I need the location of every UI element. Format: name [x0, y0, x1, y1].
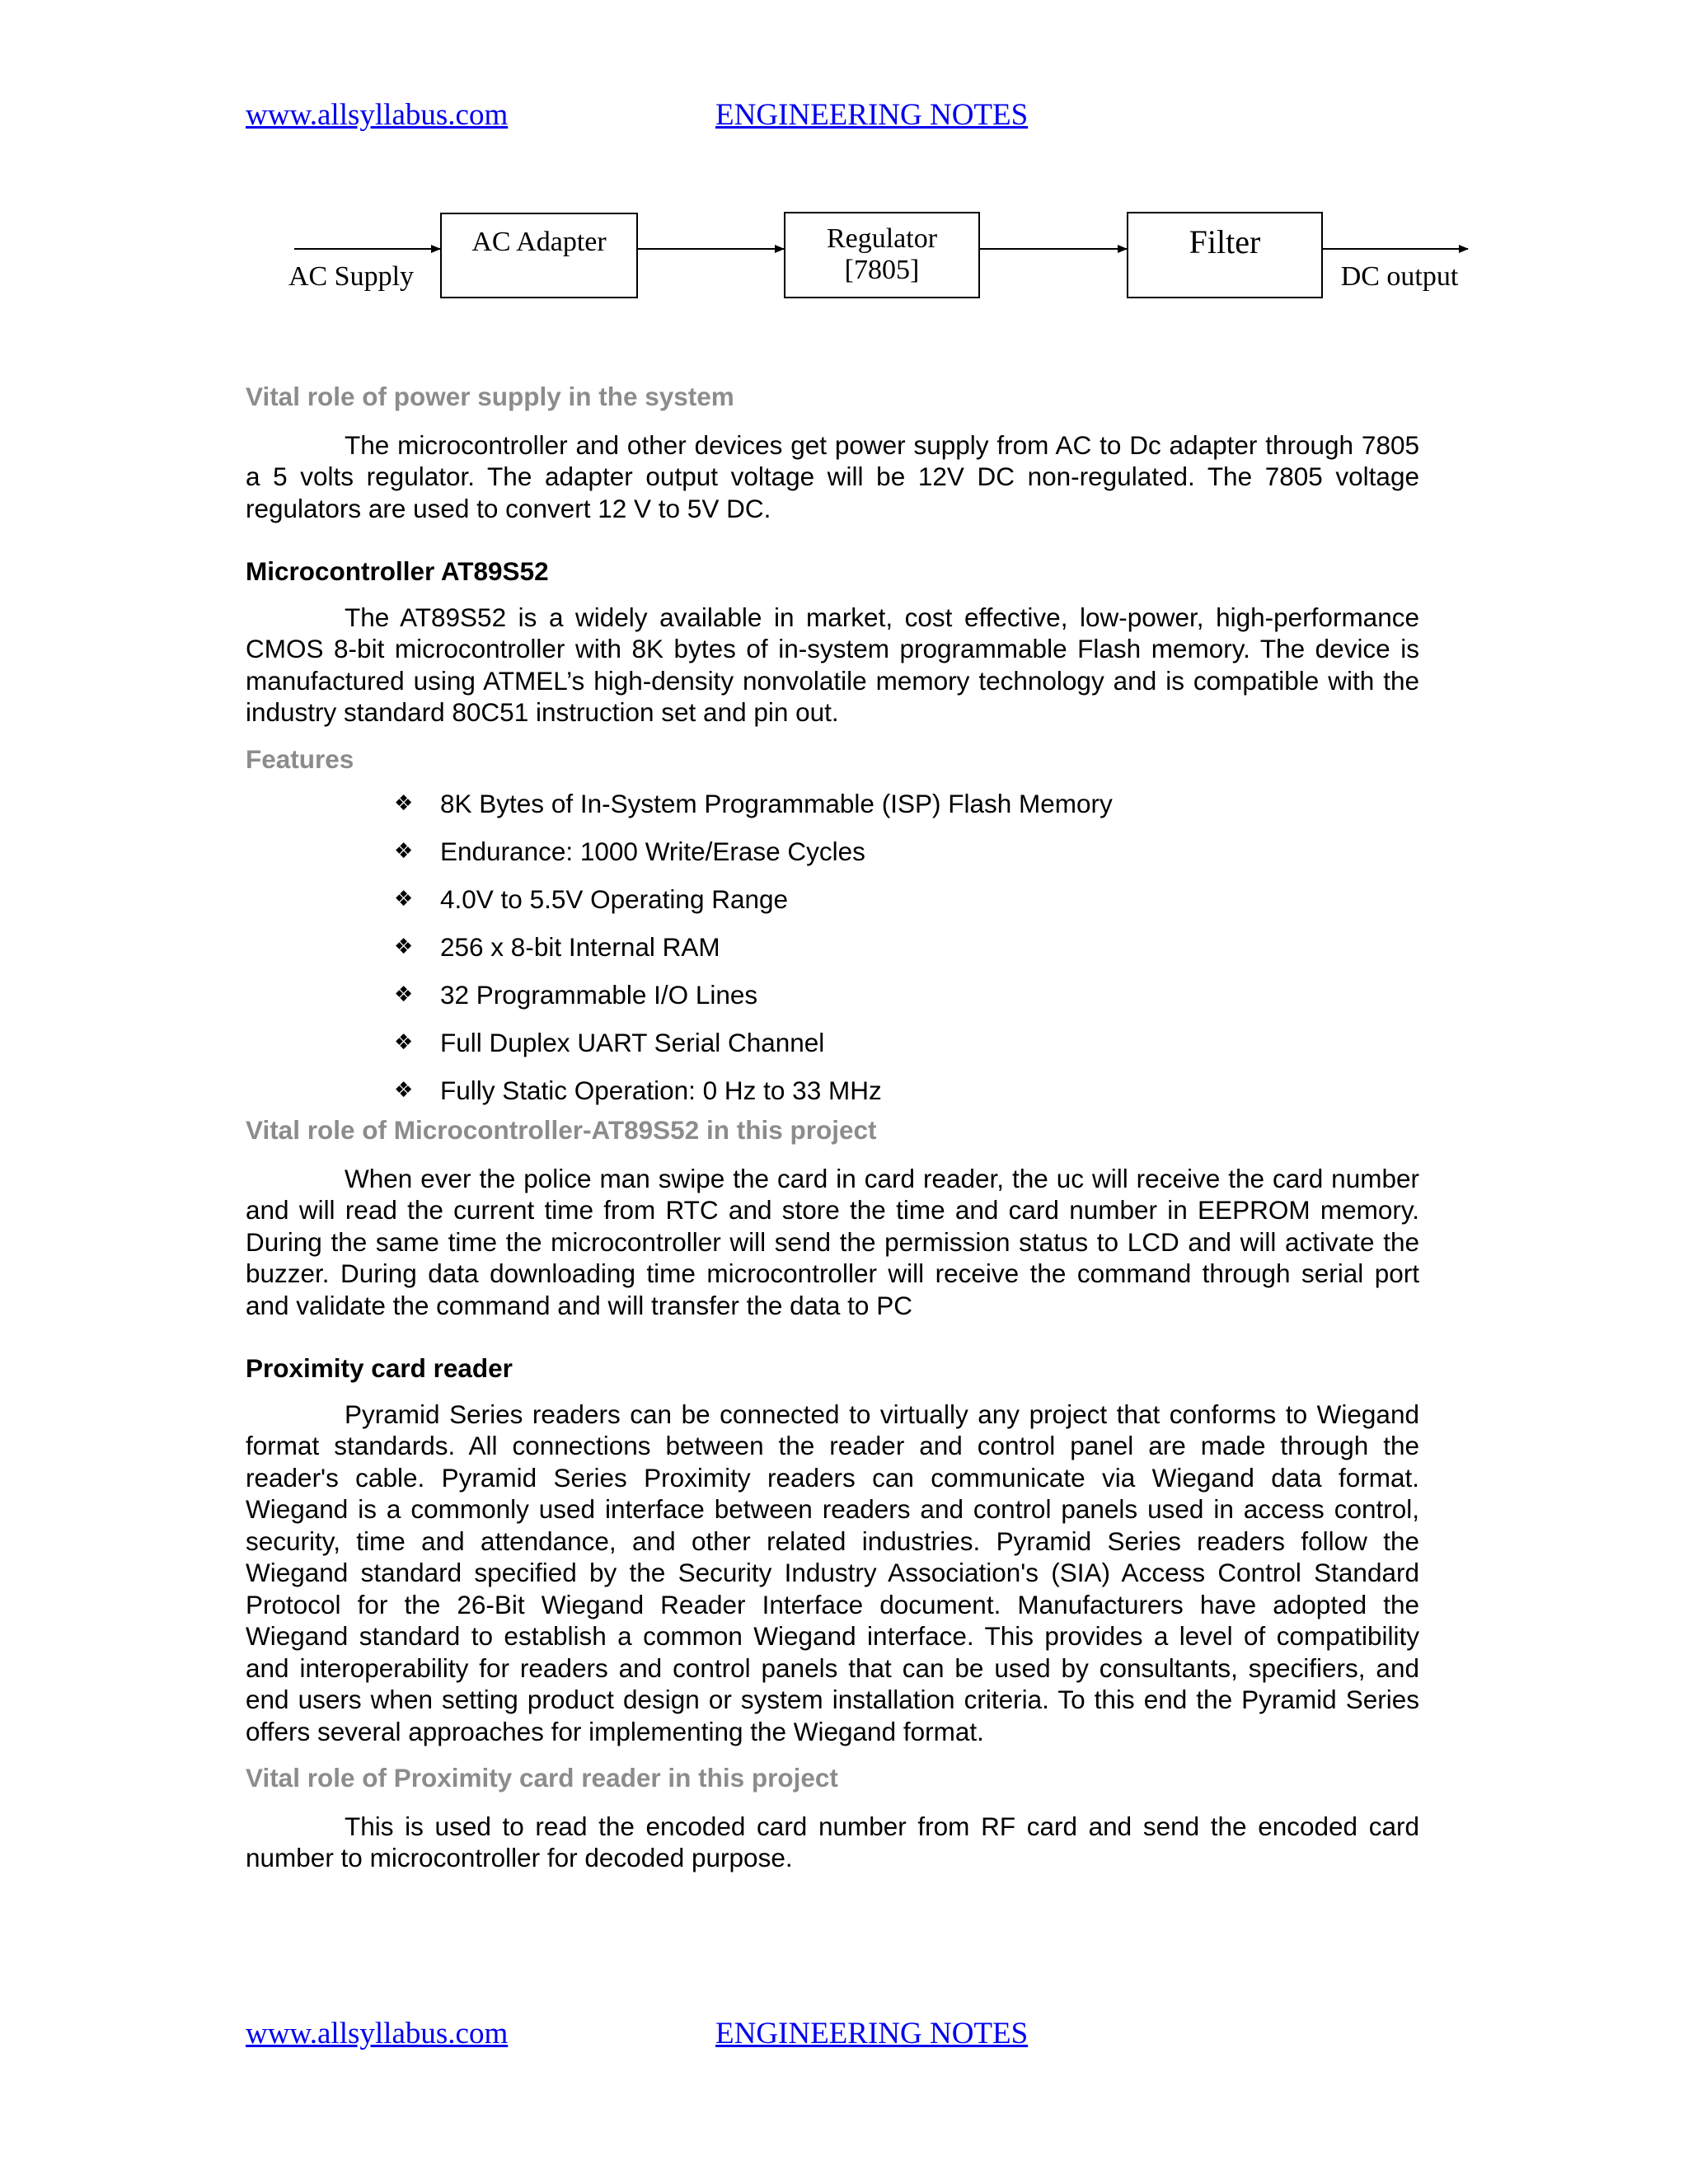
footer-site-link[interactable]: www.allsyllabus.com [246, 2017, 509, 2050]
feature-text: 32 Programmable I/O Lines [440, 979, 758, 1010]
mcu-role-heading: Vital role of Microcontroller-AT89S52 in this project [246, 1115, 877, 1145]
feature-item [394, 875, 1419, 923]
feature-item [394, 1066, 1419, 1114]
ac-adapter-label: AC Adapter [471, 227, 607, 257]
diamond-bullet-icon: ❖ [394, 838, 414, 864]
header-title-link[interactable]: ENGINEERING NOTES [715, 98, 1029, 132]
mcu-heading: Microcontroller AT89S52 [246, 556, 549, 586]
feature-item [394, 971, 1419, 1019]
regulator-model-label: [7805] [844, 255, 920, 285]
diamond-bullet-icon: ❖ [394, 790, 414, 816]
feature-item [394, 780, 1419, 827]
diamond-bullet-icon: ❖ [394, 934, 414, 959]
feature-text: Endurance: 1000 Write/Erase Cycles [440, 836, 865, 866]
diamond-bullet-icon: ❖ [394, 982, 414, 1007]
header-site-link[interactable]: www.allsyllabus.com [246, 98, 509, 132]
regulator-label: Regulator [826, 223, 938, 254]
reader-paragraph: Pyramid Series readers can be connected to virtually any project that conforms to Wiegand format standards. All connections between the reader and control panel are made through the reader's cable. Pyramid Series Proximity readers can communicate via Wiegand data format. Wiegand is a commonly used interface between readers and control panels used in access control, security, time and attendance, and other related industries. Pyramid Series readers follow the Wiegand standard specified by the Security Industry Association's (SIA) Access Control Standard Protocol for the 26-Bit Wiegand Reader Interface document. Manufacturers have adopted the Wiegand standard to establish a common Wiegand interface. This provides a level of compatibility and interoperability for readers and control panels that can be used by consultants, specifiers, and end users when setting product design or system installation criteria. To this end the Pyramid Series offers several approaches for implementing the Wiegand format. [246, 1399, 1419, 1746]
footer-title-link[interactable]: ENGINEERING NOTES [715, 2017, 1029, 2050]
document-body [246, 381, 1419, 1874]
feature-item [394, 923, 1419, 971]
reader-role-heading: Vital role of Proximity card reader in this project [246, 1763, 838, 1793]
features-heading: Features [246, 743, 354, 774]
reader-role-paragraph: This is used to read the encoded card number from RF card and send the encoded card number to microcontroller for decoded purpose. [246, 1811, 1419, 1872]
filter-label: Filter [1189, 223, 1261, 260]
features-list [246, 780, 1419, 1114]
ac-supply-label: AC Supply [288, 261, 415, 292]
diamond-bullet-icon: ❖ [394, 886, 414, 912]
feature-text: 256 x 8-bit Internal RAM [440, 931, 720, 962]
power-role-paragraph: The microcontroller and other devices get power supply from AC to Dc adapter through 7805 a 5 volts regulator. The adapter output voltage will be 12V DC non-regulated. The 7805 voltage regulators are used to convert 12 V to 5V DC. [246, 429, 1419, 523]
feature-text: 4.0V to 5.5V Operating Range [440, 883, 789, 914]
power-supply-block-diagram [0, 0, 1688, 330]
reader-heading: Proximity card reader [246, 1353, 513, 1383]
feature-item [394, 827, 1419, 875]
mcu-role-paragraph: When ever the police man swipe the card in card reader, the uc will receive the card number and will read the current time from RTC and store the time and card number in EEPROM memory. During the same time the microcontroller will send the permission status to LCD and will activate the buzzer. During data downloading time microcontroller will receive the command through serial port and validate the command and will transfer the data to PC [246, 1163, 1419, 1320]
feature-text: Fully Static Operation: 0 Hz to 33 MHz [440, 1075, 882, 1105]
power-role-heading: Vital role of power supply in the system [246, 382, 734, 411]
feature-text: Full Duplex UART Serial Channel [440, 1027, 825, 1057]
diamond-bullet-icon: ❖ [394, 1029, 414, 1055]
mcu-paragraph: The AT89S52 is a widely available in market, cost effective, low-power, high-performance CMOS 8-bit microcontroller with 8K bytes of in-system programmable Flash memory. The device is manufactured using ATMEL’s high-density nonvolatile memory technology and is compatible with the industry standard 80C51 instruction set and pin out. [246, 602, 1419, 727]
dc-output-label: DC output [1340, 261, 1459, 292]
feature-text: 8K Bytes of In-System Programmable (ISP) Flash Memory [440, 788, 1113, 818]
feature-item [394, 1019, 1419, 1066]
diamond-bullet-icon: ❖ [394, 1077, 414, 1103]
